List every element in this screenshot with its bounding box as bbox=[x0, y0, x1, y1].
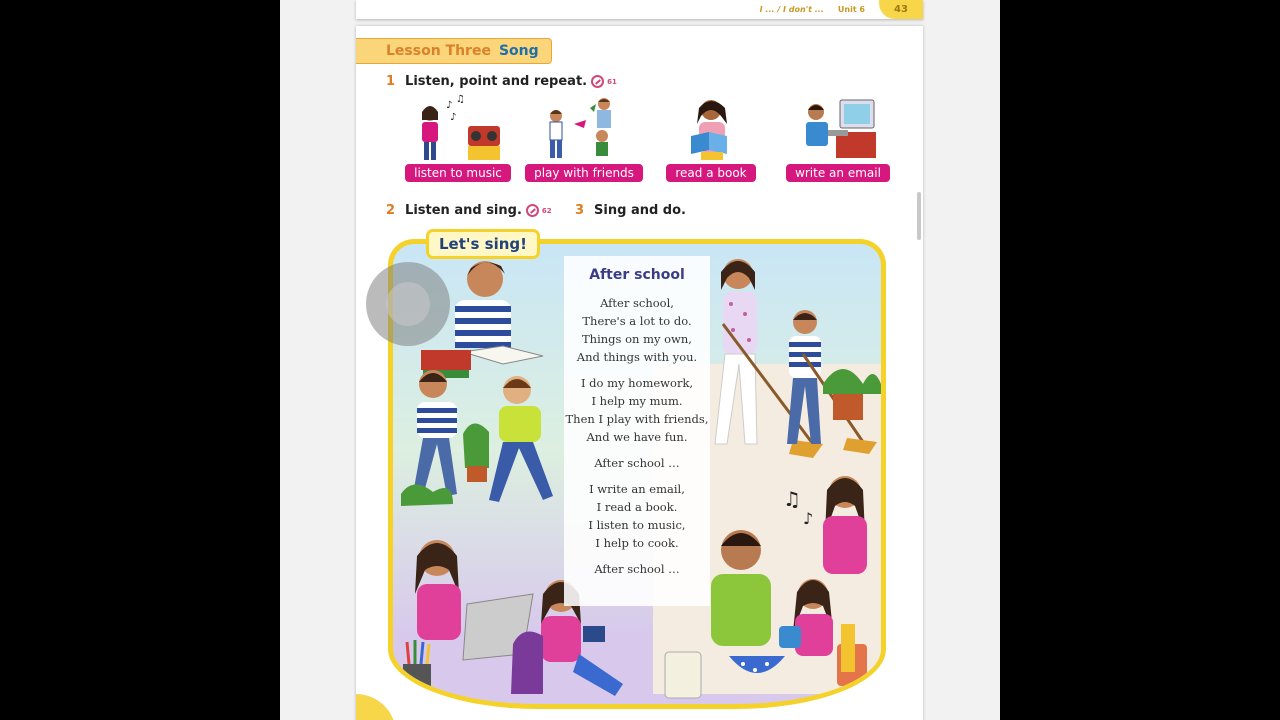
scrollbar-thumb[interactable] bbox=[917, 192, 921, 240]
lyric-line: I read a book. bbox=[596, 500, 678, 514]
lyric-line: And we have fun. bbox=[586, 430, 688, 444]
svg-text:♫: ♫ bbox=[456, 94, 465, 105]
listen-to-music-illustration bbox=[408, 94, 508, 166]
lyric-line: After school … bbox=[594, 456, 680, 470]
previous-page-footer-text: I ... / I don't ... bbox=[759, 5, 824, 14]
lyrics-stanza bbox=[564, 374, 710, 446]
svg-text:♪: ♪ bbox=[450, 112, 457, 123]
instruction-text: Listen and sing. bbox=[405, 203, 522, 218]
lesson-title: Lesson Three bbox=[386, 43, 491, 59]
lyric-line: Then I play with friends, bbox=[565, 412, 709, 426]
instruction-text: Sing and do. bbox=[594, 203, 686, 218]
cd-icon bbox=[591, 75, 604, 88]
track-number: 61 bbox=[607, 77, 617, 86]
instruction-number: 1 bbox=[386, 74, 396, 89]
previous-page-bottom bbox=[356, 0, 923, 19]
touch-indicator-center bbox=[386, 282, 430, 326]
previous-page-footer bbox=[760, 0, 923, 19]
vocab-label: write an email bbox=[786, 164, 890, 182]
document-viewer[interactable] bbox=[280, 0, 1000, 720]
instruction-3 bbox=[575, 203, 686, 218]
lyric-line: I help to cook. bbox=[595, 536, 679, 550]
lyric-line: I listen to music, bbox=[588, 518, 686, 532]
vocab-item-write-an-email[interactable] bbox=[778, 94, 898, 182]
vocab-label: play with friends bbox=[525, 164, 643, 182]
audio-track-2[interactable] bbox=[526, 204, 552, 217]
lesson-header bbox=[356, 38, 552, 64]
write-an-email-illustration bbox=[788, 94, 888, 166]
vocab-item-read-a-book[interactable] bbox=[651, 94, 771, 182]
lyric-line: There's a lot to do. bbox=[582, 314, 692, 328]
lyric-line: I help my mum. bbox=[591, 394, 683, 408]
lyrics-stanza bbox=[564, 480, 710, 552]
instruction-number: 3 bbox=[575, 203, 585, 218]
vocab-label: read a book bbox=[666, 164, 755, 182]
svg-text:♪: ♪ bbox=[803, 509, 814, 528]
lyric-line: After school … bbox=[594, 562, 680, 576]
book-page bbox=[356, 26, 923, 720]
previous-page-number: 43 bbox=[879, 0, 923, 19]
song-title: After school bbox=[589, 267, 685, 283]
svg-text:♫: ♫ bbox=[783, 487, 801, 511]
lyrics-stanza bbox=[564, 294, 710, 366]
lets-sing-badge: Let's sing! bbox=[426, 229, 540, 259]
lyric-line: And things with you. bbox=[576, 350, 698, 364]
track-number: 62 bbox=[541, 206, 552, 215]
play-with-friends-illustration bbox=[534, 94, 634, 166]
lyric-line: After school, bbox=[600, 296, 674, 310]
lyric-line: Things on my own, bbox=[582, 332, 692, 346]
lyrics-stanza bbox=[564, 560, 710, 578]
instruction-text: Listen, point and repeat. bbox=[405, 74, 588, 89]
lyric-line: I do my homework, bbox=[580, 376, 694, 390]
previous-page-unit: Unit 6 bbox=[837, 5, 865, 14]
vocab-item-listen-to-music[interactable] bbox=[398, 94, 518, 182]
instruction-2 bbox=[386, 203, 552, 218]
song-lyrics bbox=[564, 256, 710, 606]
lyrics-stanza bbox=[564, 454, 710, 472]
vocab-label: listen to music bbox=[405, 164, 511, 182]
lyric-line: I write an email, bbox=[589, 482, 685, 496]
instruction-1 bbox=[386, 74, 617, 89]
lesson-subtitle: Song bbox=[498, 43, 539, 59]
svg-text:♪: ♪ bbox=[446, 100, 453, 111]
read-a-book-illustration bbox=[661, 94, 761, 166]
instruction-number: 2 bbox=[386, 203, 396, 218]
cd-icon bbox=[526, 204, 539, 217]
touch-indicator bbox=[366, 262, 450, 346]
vocab-item-play-with-friends[interactable] bbox=[524, 94, 644, 182]
audio-track-1[interactable] bbox=[591, 75, 617, 88]
